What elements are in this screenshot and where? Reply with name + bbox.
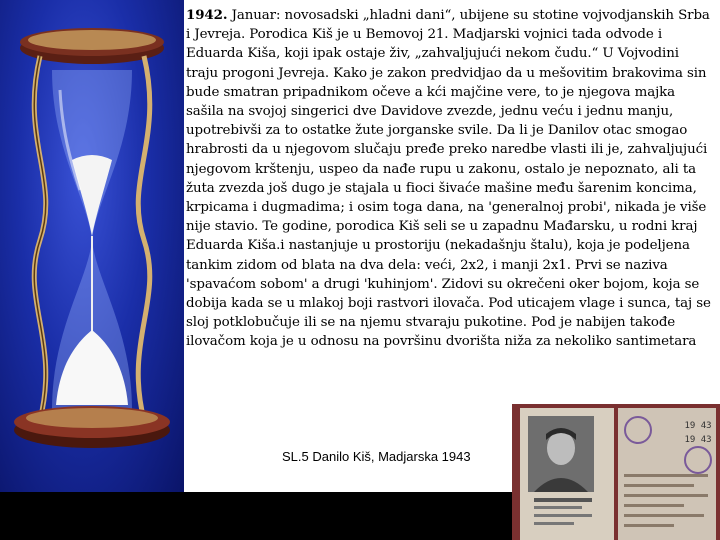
hourglass-icon: [0, 0, 184, 492]
stamp-text-1: 19 43: [684, 421, 712, 431]
paragraph-text: Januar: novosadski „hladni dani“, ubijene su stotine vojvodjanskih Srba i Jevreja. Porodica Kiš je u Bemovoj 21. Madjarski vojnici tada odvode i Eduarda Kiša, koji ipak ostaje živ, „zahvaljujući nekom čudu.“ U Vojvodini traju progoni Jevreja. Kako je zakon predvidjao da u mešovitim brakovima sin bude smatran pripadnikom očeve a kći majčine vere, to je njegova majka sašila na svojoj singerici dve Davidove zvezde, jednu veću i jednu manju, upotrebivši za to ostatke žute jorganske svile. Da li je Danilov otac smogao hrabrosti da u njegovom slučaju pređe preko naredbe vlasti ili je, zahvaljujući njegovom krštenju, uspeo da nađe rupu u zakonu, ostalo je nepoznato, ali ta žuta zvezda još dugo je stajala u fioci šivaće mašine među šarenim koncima, krpicama i dugmadima; i osim toga dana, na 'generalnoj probi', nikada je više nije stavio. Te godine, porodica Kiš seli se u zapadnu Mađarsku, u rodni kraj Eduarda Kiša.i nastanjuje u prostoriju (nekadašnju štalu), koja je podeljena tankim zidom od blata na dva dela: veći, 2x2, i manji 2x1. Prvi se naziva 'spavaćom sobom' a drugi 'kuhinjom'. Zidovi su okrečeni oker bojom, koja se dobija kada se u mlakoj boji rastvori ilovača. Pod uticajem vlage i sunca, taj se sloj potklobučuje ili se na njemu stvaraju pukotine. Pod je nabijen takođe ilovačom koja je u odnosu na površinu dvorišta niža za nekoliko santimetara: [186, 8, 711, 350]
year-label: 1942.: [186, 7, 228, 23]
stamp-text-2: 19 43: [684, 435, 712, 445]
figure-caption: SL.5 Danilo Kiš, Madjarska 1943: [282, 449, 471, 464]
hourglass-image-panel: [0, 0, 184, 492]
biography-paragraph: [186, 6, 712, 352]
identity-document-photo: [512, 404, 720, 540]
